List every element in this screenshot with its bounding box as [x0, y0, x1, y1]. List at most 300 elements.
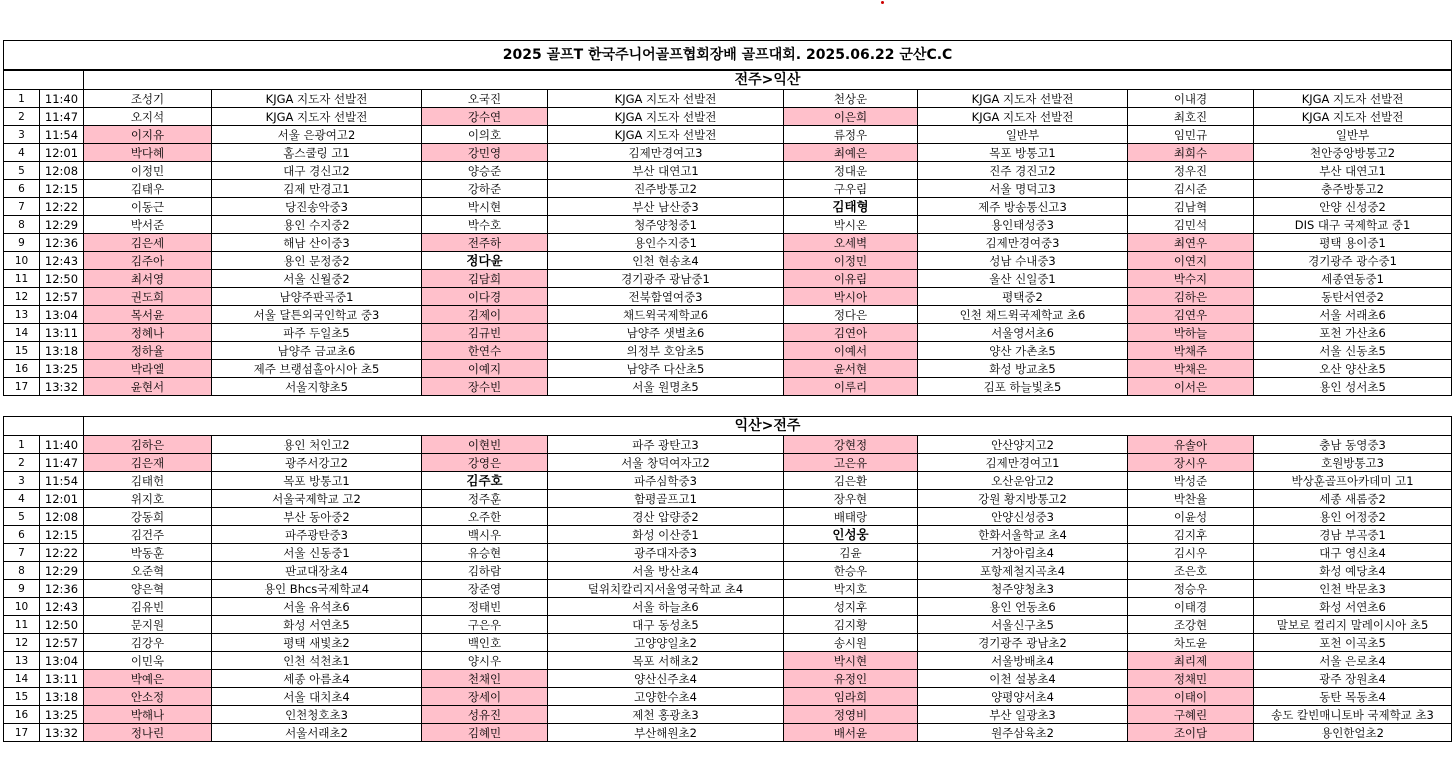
player-name: 김제이 [422, 306, 548, 324]
player-school: 울산 신일중1 [918, 270, 1128, 288]
player-school: 서울지향초5 [212, 378, 422, 396]
player-name: 이현빈 [422, 436, 548, 454]
player-school: 서울 은광여고2 [212, 126, 422, 144]
player-name: 박지호 [784, 580, 918, 598]
tee-time: 11:47 [40, 108, 84, 126]
tee-time: 13:18 [40, 342, 84, 360]
player-school: 평택중2 [918, 288, 1128, 306]
section-header [4, 417, 1452, 436]
section-gap [4, 396, 1452, 417]
player-school: 서울 원명초5 [548, 378, 784, 396]
player-name: 유솔아 [1128, 436, 1254, 454]
player-name: 박채은 [1128, 360, 1254, 378]
player-name: 백인호 [422, 634, 548, 652]
player-school: KJGA 지도자 선발전 [212, 108, 422, 126]
tee-time: 12:36 [40, 580, 84, 598]
player-name: 김남혁 [1128, 198, 1254, 216]
table-row [4, 108, 1452, 126]
player-name: 강민영 [422, 144, 548, 162]
player-name: 정하율 [84, 342, 212, 360]
player-school: DIS 대구 국제학교 중1 [1254, 216, 1452, 234]
player-name: 송시원 [784, 634, 918, 652]
player-school: 화성 서연초6 [1254, 598, 1452, 616]
group-number: 13 [4, 306, 40, 324]
player-school: 경기광주 광수중1 [1254, 252, 1452, 270]
player-school: 용인 어정중2 [1254, 508, 1452, 526]
player-name: 백시우 [422, 526, 548, 544]
group-number: 8 [4, 562, 40, 580]
tee-time: 12:15 [40, 526, 84, 544]
player-name: 천채인 [422, 670, 548, 688]
player-name: 박수호 [422, 216, 548, 234]
tee-time: 13:25 [40, 706, 84, 724]
player-school: 김제 만경고1 [212, 180, 422, 198]
group-number: 12 [4, 288, 40, 306]
table-row [4, 706, 1452, 724]
player-school: 용인태성중3 [918, 216, 1128, 234]
player-school: 서울 명덕고3 [918, 180, 1128, 198]
player-school: 포항제철지곡초4 [918, 562, 1128, 580]
player-school: 용인 문정중2 [212, 252, 422, 270]
player-name: 장우현 [784, 490, 918, 508]
player-name: 정우진 [1128, 162, 1254, 180]
player-school: 함평골프고1 [548, 490, 784, 508]
player-school: 강원 황지방통고2 [918, 490, 1128, 508]
player-name: 임민규 [1128, 126, 1254, 144]
tee-time: 12:01 [40, 144, 84, 162]
player-school: 일반부 [918, 126, 1128, 144]
player-name: 인성웅 [784, 526, 918, 544]
player-school: 용인 처인고2 [212, 436, 422, 454]
table-row [4, 288, 1452, 306]
player-school: 원주삼육초2 [918, 724, 1128, 742]
player-name: 장준영 [422, 580, 548, 598]
player-school: 말보로 컬리지 말레이시아 초5 [1254, 616, 1452, 634]
player-school: 채드윅국제학교6 [548, 306, 784, 324]
group-number: 11 [4, 616, 40, 634]
player-name: 권도희 [84, 288, 212, 306]
player-school: 인천 석천초1 [212, 652, 422, 670]
player-name: 정승우 [1128, 580, 1254, 598]
tee-time: 12:08 [40, 508, 84, 526]
player-school: 이천 설봉초4 [918, 670, 1128, 688]
player-name: 임라희 [784, 688, 918, 706]
player-name: 이정민 [84, 162, 212, 180]
player-school: 포천 이곡초5 [1254, 634, 1452, 652]
player-name: 김태헌 [84, 472, 212, 490]
table-row [4, 90, 1452, 108]
player-school: 해남 산이중3 [212, 234, 422, 252]
tee-time: 12:15 [40, 180, 84, 198]
section-label: 전주>익산 [84, 70, 1452, 90]
player-name: 박시온 [784, 216, 918, 234]
player-name: 최예은 [784, 144, 918, 162]
player-school: 화성 서연초5 [212, 616, 422, 634]
group-number: 16 [4, 706, 40, 724]
player-school: 부산 대연고1 [1254, 162, 1452, 180]
player-name: 배태랑 [784, 508, 918, 526]
player-school: 부산 대연고1 [548, 162, 784, 180]
group-number: 14 [4, 670, 40, 688]
player-name: 안소정 [84, 688, 212, 706]
player-name: 이의호 [422, 126, 548, 144]
player-school: 서울 은로초4 [1254, 652, 1452, 670]
tee-time: 13:11 [40, 324, 84, 342]
player-school: 인천 채드윅국제학교 초6 [918, 306, 1128, 324]
player-name: 김민석 [1128, 216, 1254, 234]
player-school: 용인한얼초2 [1254, 724, 1452, 742]
player-school: 광주대자중3 [548, 544, 784, 562]
player-school: 용인 언동초6 [918, 598, 1128, 616]
player-school: 서울신구초5 [918, 616, 1128, 634]
player-name: 정채민 [1128, 670, 1254, 688]
player-name: 김혜민 [422, 724, 548, 742]
player-school: 의정부 호암초5 [548, 342, 784, 360]
player-name: 김지황 [784, 616, 918, 634]
group-number: 1 [4, 90, 40, 108]
table-row [4, 144, 1452, 162]
player-school: 김제만경여중3 [918, 234, 1128, 252]
player-school: 판교대장초4 [212, 562, 422, 580]
player-name: 김은세 [84, 234, 212, 252]
player-name: 오주한 [422, 508, 548, 526]
tee-time: 11:40 [40, 90, 84, 108]
player-school: 서울 대치초4 [212, 688, 422, 706]
table-row [4, 252, 1452, 270]
player-school: 부산 일광초3 [918, 706, 1128, 724]
table-row [4, 454, 1452, 472]
player-name: 김주아 [84, 252, 212, 270]
player-name: 최리제 [1128, 652, 1254, 670]
player-name: 이민욱 [84, 652, 212, 670]
player-name: 전주하 [422, 234, 548, 252]
player-school: 제천 홍광초3 [548, 706, 784, 724]
player-school: 서울 신동중1 [212, 544, 422, 562]
player-name: 이정민 [784, 252, 918, 270]
player-name: 이연지 [1128, 252, 1254, 270]
group-number: 4 [4, 144, 40, 162]
group-number: 15 [4, 688, 40, 706]
player-school: 화성 방교초5 [918, 360, 1128, 378]
player-name: 박시현 [422, 198, 548, 216]
tee-time: 12:22 [40, 198, 84, 216]
player-name: 오세벽 [784, 234, 918, 252]
player-school: 동탄 목동초4 [1254, 688, 1452, 706]
player-school: 남양주 다산초5 [548, 360, 784, 378]
section-header [4, 70, 1452, 90]
player-name: 김태형 [784, 198, 918, 216]
player-name: 고은유 [784, 454, 918, 472]
player-name: 이태경 [1128, 598, 1254, 616]
player-school: 세종 새롬중2 [1254, 490, 1452, 508]
tee-time: 12:08 [40, 162, 84, 180]
player-name: 강동희 [84, 508, 212, 526]
table-row [4, 472, 1452, 490]
tee-time: 12:50 [40, 270, 84, 288]
table-row [4, 598, 1452, 616]
player-name: 이태이 [1128, 688, 1254, 706]
player-school: 광주 장원초4 [1254, 670, 1452, 688]
player-school: 대구 영신초4 [1254, 544, 1452, 562]
player-school: 서울 유석초6 [212, 598, 422, 616]
group-number: 5 [4, 508, 40, 526]
player-name: 김시우 [1128, 544, 1254, 562]
player-name: 구우림 [784, 180, 918, 198]
player-school: 대구 경신고2 [212, 162, 422, 180]
player-school: 파주 광탄고3 [548, 436, 784, 454]
group-number: 11 [4, 270, 40, 288]
player-name: 김하은 [1128, 288, 1254, 306]
group-number: 17 [4, 378, 40, 396]
player-school: KJGA 지도자 선발전 [548, 90, 784, 108]
player-name: 구혜린 [1128, 706, 1254, 724]
table-row [4, 198, 1452, 216]
player-school: 박상훈골프아카데미 고1 [1254, 472, 1452, 490]
group-number: 9 [4, 234, 40, 252]
tee-time: 13:11 [40, 670, 84, 688]
group-number: 3 [4, 126, 40, 144]
group-number: 7 [4, 544, 40, 562]
player-name: 천상운 [784, 90, 918, 108]
player-name: 정다은 [784, 306, 918, 324]
player-name: 양승준 [422, 162, 548, 180]
player-school: 용인 성서초5 [1254, 378, 1452, 396]
player-school: 오산운암고2 [918, 472, 1128, 490]
player-school: 안양 신성중2 [1254, 198, 1452, 216]
player-school: 서울영서초6 [918, 324, 1128, 342]
player-school: 청주양청중1 [548, 216, 784, 234]
player-name: 목서윤 [84, 306, 212, 324]
player-school: 홈스쿨링 고1 [212, 144, 422, 162]
player-name: 김시준 [1128, 180, 1254, 198]
player-name: 이유림 [784, 270, 918, 288]
player-name: 박수지 [1128, 270, 1254, 288]
player-school: 충남 동영중3 [1254, 436, 1452, 454]
player-school: 전북함열여중3 [548, 288, 784, 306]
tee-time: 12:22 [40, 544, 84, 562]
group-number: 10 [4, 598, 40, 616]
group-number: 2 [4, 108, 40, 126]
player-school: 인천청호초3 [212, 706, 422, 724]
table-row [4, 216, 1452, 234]
table-row [4, 670, 1452, 688]
player-school: 호원방통고3 [1254, 454, 1452, 472]
player-school: 서울 창덕여자고2 [548, 454, 784, 472]
player-name: 박하늘 [1128, 324, 1254, 342]
player-school: 세종연동중1 [1254, 270, 1452, 288]
player-name: 김윤 [784, 544, 918, 562]
tee-time: 12:43 [40, 598, 84, 616]
player-school: 인천 박문초3 [1254, 580, 1452, 598]
player-name: 유승현 [422, 544, 548, 562]
player-name: 오준혁 [84, 562, 212, 580]
player-name: 이다경 [422, 288, 548, 306]
player-name: 이예서 [784, 342, 918, 360]
player-name: 최호진 [1128, 108, 1254, 126]
player-name: 박동훈 [84, 544, 212, 562]
player-name: 김연우 [1128, 306, 1254, 324]
player-name: 강수연 [422, 108, 548, 126]
player-name: 정주훈 [422, 490, 548, 508]
player-name: 박해나 [84, 706, 212, 724]
player-name: 한연수 [422, 342, 548, 360]
group-number: 7 [4, 198, 40, 216]
group-number: 12 [4, 634, 40, 652]
player-name: 김주호 [422, 472, 548, 490]
player-school: KJGA 지도자 선발전 [212, 90, 422, 108]
player-school: 화성 예당초4 [1254, 562, 1452, 580]
table-row [4, 324, 1452, 342]
table-row [4, 342, 1452, 360]
player-school: 양산 가촌초5 [918, 342, 1128, 360]
player-school: 목포 서해초2 [548, 652, 784, 670]
player-school: 안산양지고2 [918, 436, 1128, 454]
player-school: 남양주 샛별초6 [548, 324, 784, 342]
player-school: KJGA 지도자 선발전 [918, 108, 1128, 126]
player-name: 정태빈 [422, 598, 548, 616]
player-name: 문지원 [84, 616, 212, 634]
tee-time: 13:04 [40, 652, 84, 670]
player-school: 제주 브랭섬홀아시아 초5 [212, 360, 422, 378]
player-name: 이내경 [1128, 90, 1254, 108]
player-name: 김하람 [422, 562, 548, 580]
player-school: 부산 남산중3 [548, 198, 784, 216]
player-school: 서울서래초2 [212, 724, 422, 742]
player-name: 이서은 [1128, 378, 1254, 396]
player-school: 진주 경진고2 [918, 162, 1128, 180]
group-number: 2 [4, 454, 40, 472]
tee-time: 11:54 [40, 126, 84, 144]
player-school: 파주광탄중3 [212, 526, 422, 544]
table-row [4, 544, 1452, 562]
player-name: 장시우 [1128, 454, 1254, 472]
player-name: 오지석 [84, 108, 212, 126]
group-number: 15 [4, 342, 40, 360]
group-number: 9 [4, 580, 40, 598]
player-name: 이예지 [422, 360, 548, 378]
player-school: 평택 용이중1 [1254, 234, 1452, 252]
player-school: 광주서강고2 [212, 454, 422, 472]
player-school: 경기광주 광남중1 [548, 270, 784, 288]
section-header-blank [4, 70, 84, 90]
player-school: 덜위치칼리지서울영국학교 초4 [548, 580, 784, 598]
player-name: 성유진 [422, 706, 548, 724]
player-name: 박다혜 [84, 144, 212, 162]
table-row [4, 490, 1452, 508]
player-name: 양은혁 [84, 580, 212, 598]
player-name: 이지유 [84, 126, 212, 144]
player-school: KJGA 지도자 선발전 [1254, 108, 1452, 126]
group-number: 8 [4, 216, 40, 234]
player-name: 정혜나 [84, 324, 212, 342]
player-name: 류정우 [784, 126, 918, 144]
player-name: 김연아 [784, 324, 918, 342]
player-name: 김은환 [784, 472, 918, 490]
player-name: 구은우 [422, 616, 548, 634]
group-number: 6 [4, 180, 40, 198]
player-name: 장수빈 [422, 378, 548, 396]
player-school: 양평양서초4 [918, 688, 1128, 706]
tee-time: 13:32 [40, 724, 84, 742]
player-name: 정대운 [784, 162, 918, 180]
player-school: 남양주판곡중1 [212, 288, 422, 306]
player-school: 김포 하늘빛초5 [918, 378, 1128, 396]
player-name: 최연우 [1128, 234, 1254, 252]
player-school: 파주 두일초5 [212, 324, 422, 342]
group-number: 4 [4, 490, 40, 508]
player-name: 정다윤 [422, 252, 548, 270]
player-school: KJGA 지도자 선발전 [548, 108, 784, 126]
player-school: 동탄서연중2 [1254, 288, 1452, 306]
table-row [4, 306, 1452, 324]
player-name: 이윤성 [1128, 508, 1254, 526]
player-school: KJGA 지도자 선발전 [918, 90, 1128, 108]
player-school: 용인 Bhcs국제학교4 [212, 580, 422, 598]
gap-cell [4, 396, 1452, 417]
player-school: 양산신주초4 [548, 670, 784, 688]
player-name: 윤현서 [84, 378, 212, 396]
player-name: 김은재 [84, 454, 212, 472]
player-school: 서울 하늘초6 [548, 598, 784, 616]
player-name: 이동근 [84, 198, 212, 216]
table-row [4, 234, 1452, 252]
red-dot-mark [881, 1, 884, 4]
tee-time: 12:01 [40, 490, 84, 508]
table-row [4, 270, 1452, 288]
player-school: KJGA 지도자 선발전 [548, 126, 784, 144]
player-name: 박시아 [784, 288, 918, 306]
tee-time: 13:32 [40, 378, 84, 396]
player-school: 거창아림초4 [918, 544, 1128, 562]
player-name: 김태우 [84, 180, 212, 198]
player-name: 김유빈 [84, 598, 212, 616]
player-name: 김건주 [84, 526, 212, 544]
table-row [4, 616, 1452, 634]
player-school: 경남 부곡중1 [1254, 526, 1452, 544]
group-number: 6 [4, 526, 40, 544]
player-school: 서울 서래초6 [1254, 306, 1452, 324]
player-school: 부산해원초2 [548, 724, 784, 742]
player-school: 청주양청초3 [918, 580, 1128, 598]
tee-time: 12:57 [40, 288, 84, 306]
table-row [4, 724, 1452, 742]
player-school: 일반부 [1254, 126, 1452, 144]
player-school: 김제만경여고1 [918, 454, 1128, 472]
player-name: 박찬율 [1128, 490, 1254, 508]
table-row [4, 126, 1452, 144]
player-school: 대구 동성초5 [548, 616, 784, 634]
player-school: 용인수지중1 [548, 234, 784, 252]
table-row [4, 526, 1452, 544]
player-school: 충주방통고2 [1254, 180, 1452, 198]
player-name: 조이담 [1128, 724, 1254, 742]
table-row [4, 162, 1452, 180]
player-school: 부산 동아중2 [212, 508, 422, 526]
tee-time: 11:54 [40, 472, 84, 490]
player-name: 배서윤 [784, 724, 918, 742]
table-row [4, 436, 1452, 454]
player-name: 한승우 [784, 562, 918, 580]
player-name: 차도윤 [1128, 634, 1254, 652]
player-name: 강영은 [422, 454, 548, 472]
player-school: 화성 이산중1 [548, 526, 784, 544]
player-school: 한화서울학교 초4 [918, 526, 1128, 544]
player-school: 경산 압량중2 [548, 508, 784, 526]
table-row [4, 508, 1452, 526]
table-row [4, 580, 1452, 598]
tee-time: 12:36 [40, 234, 84, 252]
player-name: 이루리 [784, 378, 918, 396]
